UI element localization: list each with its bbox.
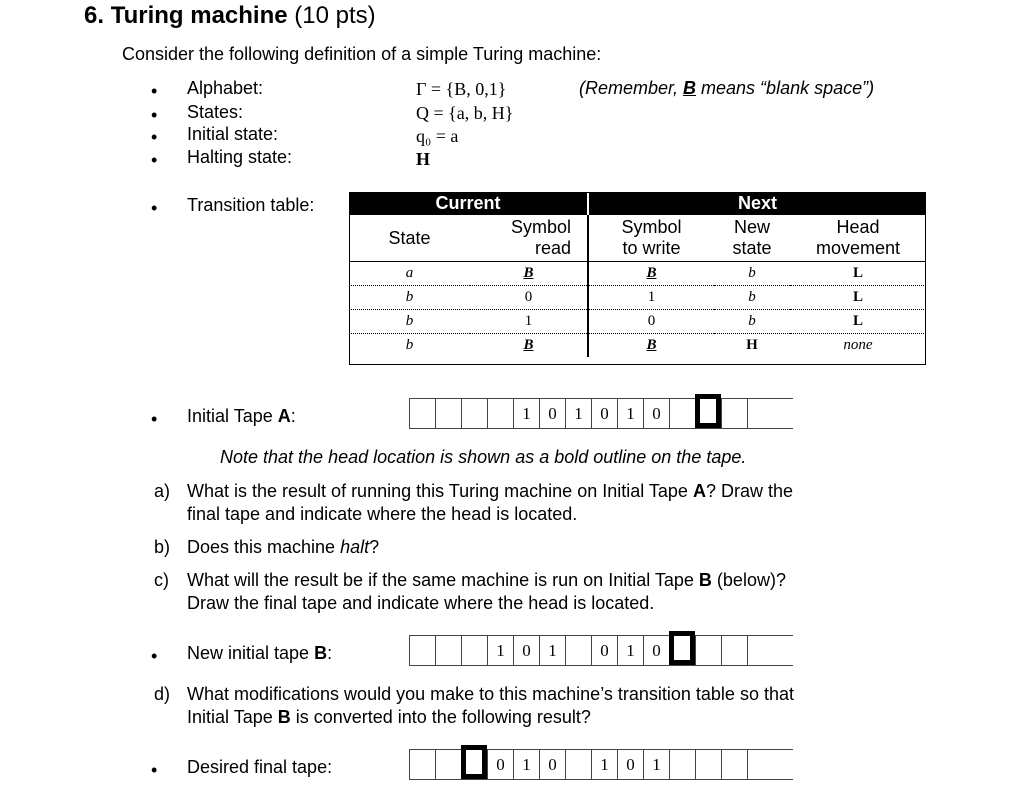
tape-cell: 0 [513, 635, 539, 666]
question-c-bold: B [698, 570, 712, 590]
header-symbol-write [588, 215, 714, 262]
tape-b [409, 635, 793, 666]
transition-label: Transition table: [187, 195, 315, 215]
question-a-part2: ? Draw the [705, 481, 793, 501]
head-note: Note that the head location is shown as a bold outline on the tape. [220, 447, 747, 467]
tape-head-marker [461, 745, 487, 779]
tape-cell [695, 749, 721, 780]
cell-symbol-write: B [588, 262, 714, 286]
table-row [349, 262, 926, 286]
tape-final-label: Desired final tape: [187, 757, 333, 777]
question-name: Turing machine [110, 2, 288, 29]
cell-new-state: b [714, 310, 790, 334]
def-label-states: States: [187, 102, 244, 122]
table-row [349, 310, 926, 334]
def-value-alphabet: Γ = {B, 0,1} [416, 79, 507, 99]
question-d-text [187, 683, 794, 729]
question-title [84, 2, 376, 30]
cell-symbol-read: B [470, 262, 588, 286]
header-symbol-read [470, 215, 588, 262]
tape-cell: 1 [513, 749, 539, 780]
tape-a-label-letter: A [277, 406, 291, 426]
tape-cell: 0 [539, 749, 565, 780]
bullet-icon: • [151, 646, 158, 666]
question-b-post: ? [369, 537, 380, 557]
def-value-states: Q = {a, b, H} [416, 103, 514, 123]
tape-cell [461, 398, 487, 429]
question-number: 6. [84, 2, 105, 29]
cell-head-movement: none [843, 337, 873, 353]
question-d-bold: B [277, 707, 291, 727]
tape-b-label-letter: B [314, 643, 328, 663]
cell-head-movement: L [790, 262, 926, 286]
cell-symbol-read: 0 [470, 286, 588, 310]
cell-state: a [349, 262, 470, 286]
tape-cell: 0 [539, 398, 565, 429]
tape-cell: 0 [487, 749, 513, 780]
bullet-icon: • [151, 409, 158, 429]
tape-cell [409, 749, 435, 780]
def-value-initial: q₀ = a [416, 126, 459, 146]
tape-b-label-post: : [327, 643, 333, 663]
cell-symbol-read: B [523, 337, 534, 353]
remember-post: means “blank space”) [696, 78, 875, 98]
table-row [349, 334, 926, 358]
cell-new-state: b [714, 286, 790, 310]
tape-cell: 1 [643, 749, 669, 780]
bullet-icon: • [151, 150, 158, 170]
cell-symbol-write: 1 [588, 286, 714, 310]
question-d-letter: d) [154, 684, 171, 704]
tape-cell: 1 [539, 635, 565, 666]
question-c-line2: Draw the final tape and indicate where the head is located. [187, 593, 655, 613]
question-c-part1: What will the result be if the same machine is run on Initial Tape [187, 570, 699, 590]
header-state: State [349, 215, 470, 262]
tape-cell: 1 [513, 398, 539, 429]
bullet-icon: • [151, 105, 158, 125]
def-label-alphabet: Alphabet: [187, 78, 264, 98]
tape-cell [565, 749, 591, 780]
tape-cell [409, 635, 435, 666]
header-symbol-read-text: Symbol read [510, 217, 571, 258]
tape-cell: 1 [617, 635, 643, 666]
cell-symbol-write: B [588, 334, 714, 358]
tape-cell: 0 [591, 398, 617, 429]
tape-cell [721, 749, 747, 780]
question-b-pre: Does this machine [187, 537, 341, 557]
tape-cell [435, 749, 461, 780]
question-a-bold: A [692, 481, 706, 501]
header-head-movement [790, 215, 926, 262]
header-symbol-write-text: Symbol to write [621, 217, 682, 258]
tape-head-marker [695, 394, 721, 428]
bullet-icon: • [151, 760, 158, 780]
tape-head-marker [669, 631, 695, 665]
tape-cell [409, 398, 435, 429]
tape-cell [747, 635, 773, 666]
tape-cell [669, 749, 695, 780]
tape-cell [747, 398, 773, 429]
tape-a-label-pre: Initial Tape [187, 406, 278, 426]
cell-state: b [405, 337, 414, 353]
bullet-icon: • [151, 127, 158, 147]
question-b-text [187, 536, 379, 559]
def-label-initial: Initial state: [187, 124, 279, 144]
tape-cell [461, 635, 487, 666]
def-value-halting: H [416, 149, 431, 169]
transition-table [349, 192, 926, 357]
tape-cell [721, 398, 747, 429]
tape-cell [721, 635, 747, 666]
tape-a-label [187, 406, 296, 427]
tape-cell: 1 [617, 398, 643, 429]
tape-cell [669, 398, 695, 429]
tape-cell [695, 635, 721, 666]
group-next: Next [588, 192, 926, 215]
question-a-part1: What is the result of running this Turing machine on Initial Tape [187, 481, 693, 501]
header-head-movement-text: Head movement [815, 217, 901, 258]
tape-cell: 1 [591, 749, 617, 780]
question-b-letter: b) [154, 537, 171, 557]
tape-a-label-post: : [290, 406, 296, 426]
tape-cell [435, 635, 461, 666]
question-b-italic: halt [340, 537, 370, 557]
cell-new-state: H [746, 337, 758, 353]
question-a-line2: final tape and indicate where the head is located. [187, 504, 578, 524]
tape-cell [487, 398, 513, 429]
tape-cell: 0 [643, 635, 669, 666]
question-a-letter: a) [154, 481, 171, 501]
remember-note [579, 78, 874, 99]
remember-blank: B [683, 78, 697, 98]
question-d-line1: What modifications would you make to this machine’s transition table so that [187, 684, 794, 704]
remember-pre: (Remember, [579, 78, 684, 98]
tape-b-label-pre: New initial tape [187, 643, 315, 663]
header-new-state-text: New state [732, 217, 772, 258]
question-c-part2: (below)? [711, 570, 786, 590]
question-d-pre: Initial Tape [187, 707, 278, 727]
tape-b-label [187, 643, 332, 664]
intro-text: Consider the following definition of a simple Turing machine: [122, 44, 602, 64]
table-row [349, 286, 926, 310]
cell-symbol-write: 0 [588, 310, 714, 334]
tape-cell: 1 [565, 398, 591, 429]
tape-cell: 0 [591, 635, 617, 666]
tape-final [409, 749, 793, 780]
tape-cell [565, 635, 591, 666]
tape-a [409, 398, 793, 429]
tape-cell [747, 749, 773, 780]
def-label-halting: Halting state: [187, 147, 293, 167]
question-points: (10 pts) [294, 2, 376, 29]
cell-head-movement: L [790, 286, 926, 310]
tape-cell: 0 [617, 749, 643, 780]
cell-symbol-read: 1 [470, 310, 588, 334]
tape-cell: 1 [487, 635, 513, 666]
bullet-icon: • [151, 198, 158, 218]
tape-cell: 0 [643, 398, 669, 429]
cell-head-movement: L [790, 310, 926, 334]
question-c-text [187, 569, 786, 615]
header-new-state [714, 215, 790, 262]
tape-cell [435, 398, 461, 429]
bullet-icon: • [151, 81, 158, 101]
cell-state: b [349, 286, 470, 310]
question-c-letter: c) [154, 570, 169, 590]
question-d-post: is converted into the following result? [290, 707, 591, 727]
question-a-text [187, 480, 793, 526]
cell-new-state: b [714, 262, 790, 286]
group-current: Current [349, 192, 588, 215]
cell-state: b [349, 310, 470, 334]
